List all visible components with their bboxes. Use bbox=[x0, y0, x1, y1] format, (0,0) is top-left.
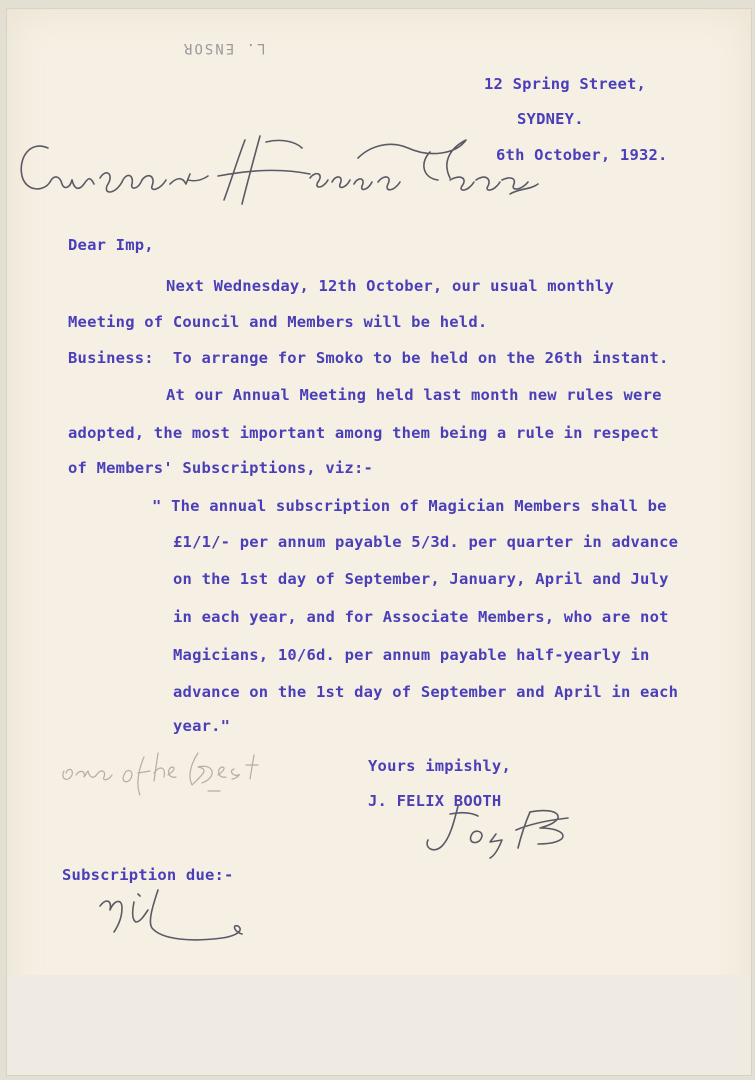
quote-line-7: year." bbox=[173, 717, 231, 735]
quote-line-5: Magicians, 10/6d. per annum payable half-yearly in bbox=[173, 646, 650, 664]
address-street: 12 Spring Street, bbox=[484, 75, 647, 93]
body-line-1: Next Wednesday, 12th October, our usual monthly bbox=[166, 277, 614, 295]
pencil-note bbox=[58, 745, 268, 805]
quote-line-1: " The annual subscription of Magician Members shall be bbox=[152, 497, 667, 515]
body-line-4: At our Annual Meeting held last month new rules were bbox=[166, 386, 662, 404]
paper-bottom-band bbox=[7, 975, 751, 1075]
handwritten-recipient bbox=[10, 118, 570, 218]
signature-initials bbox=[420, 800, 590, 860]
body-line-3: Business: To arrange for Smoko to be held on the 26th instant. bbox=[68, 349, 669, 367]
quote-line-3: on the 1st day of September, January, April and July bbox=[173, 570, 669, 588]
subscription-label: Subscription due:- bbox=[62, 866, 234, 884]
closing: Yours impishly, bbox=[368, 757, 511, 775]
subscription-value-handwritten bbox=[92, 888, 272, 958]
quote-line-4: in each year, and for Associate Members, who are not bbox=[173, 608, 669, 626]
address-city: SYDNEY. bbox=[517, 110, 584, 128]
quote-line-6: advance on the 1st day of September and April in each bbox=[173, 683, 679, 701]
body-line-5: adopted, the most important among them being a rule in respect bbox=[68, 424, 659, 442]
signature-name: J. FELIX BOOTH bbox=[368, 792, 502, 810]
letter-date: 6th October, 1932. bbox=[496, 146, 668, 164]
body-line-2: Meeting of Council and Members will be held. bbox=[68, 313, 488, 331]
name-stamp: L. ENSOR bbox=[182, 40, 266, 56]
salutation: Dear Imp, bbox=[68, 236, 154, 254]
quote-line-2: £1/1/- per annum payable 5/3d. per quarter in advance bbox=[173, 533, 679, 551]
body-line-6: of Members' Subscriptions, viz:- bbox=[68, 459, 374, 477]
